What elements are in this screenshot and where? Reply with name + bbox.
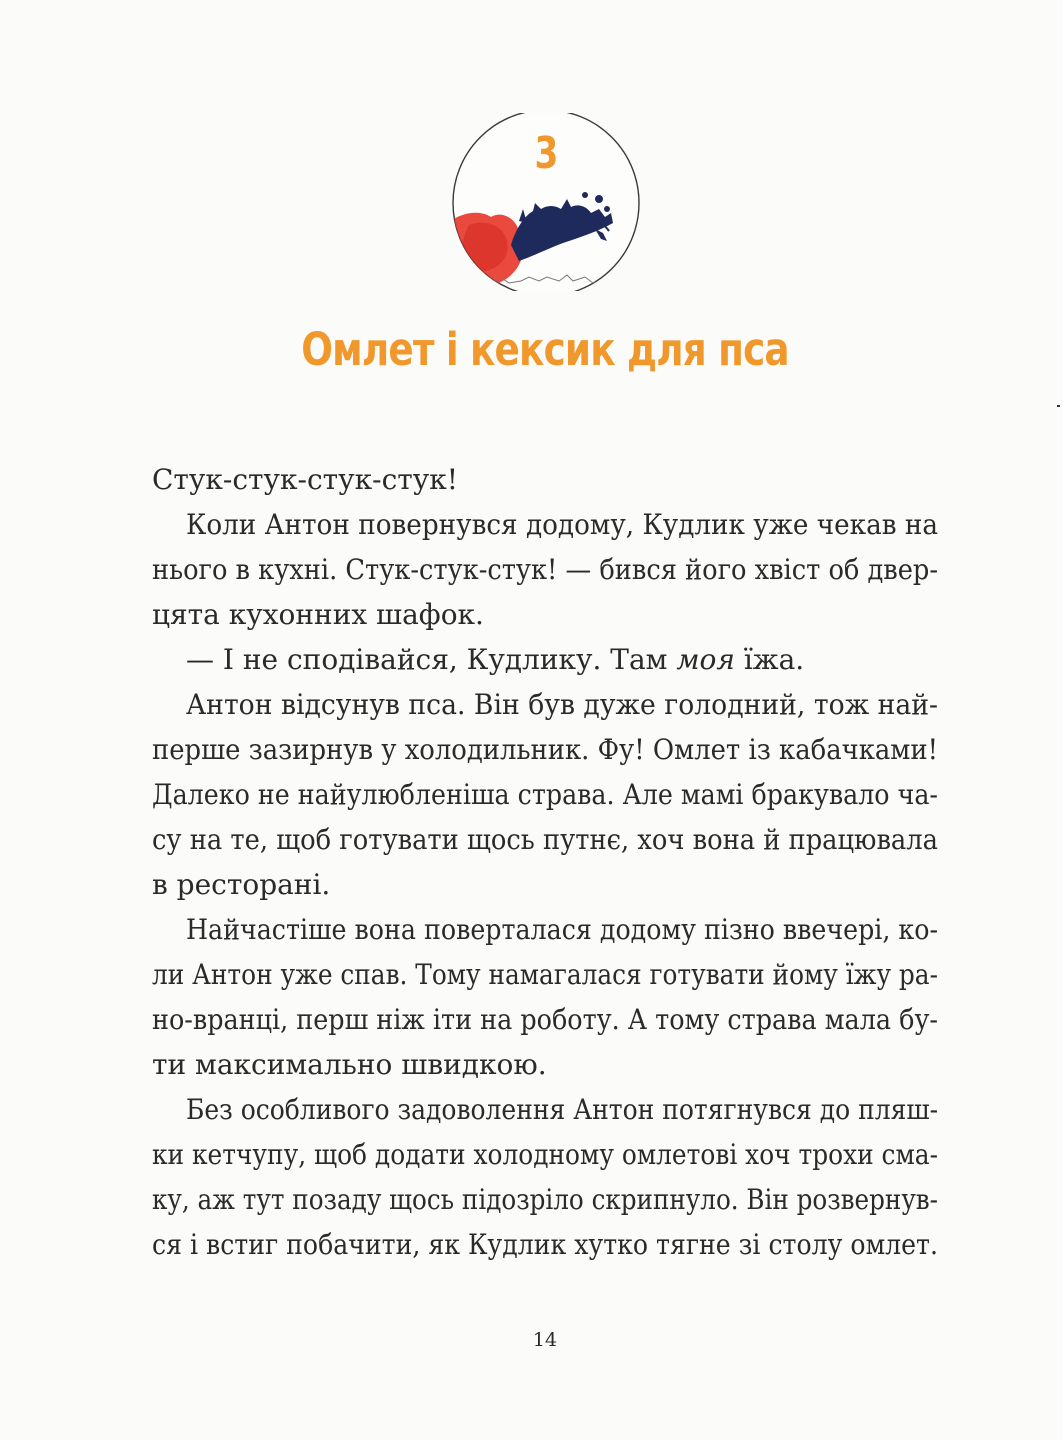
text-line: нього в кухні. Стук-стук-стук! — бився його хвіст об двер- [152,553,939,586]
text-line: ли Антон уже спав. Тому намагалася готувати йому їжу ра- [152,958,938,991]
text-line: ти максимально швидкою. [152,1048,547,1081]
text-line: ку, аж тут позаду щось підозріло скрипнуло. Він розвернув- [152,1183,938,1216]
text-line: но-вранці, перш ніж іти на роботу. А тому страва мала бу- [152,1003,939,1036]
margin-mark [1057,405,1060,407]
text-line: в ресторані. [152,868,331,901]
text-line: цята кухонних шафок. [152,598,484,631]
dialogue-text: — І не сподівайся, Кудлику. Там [186,643,677,676]
text-line: ся і встиг побачити, як Кудлик хутко тягне зі столу омлет. [152,1228,938,1261]
text-line: су на те, щоб готувати щось путнє, хоч вона й працювала [152,823,938,856]
chapter-title: Омлет і кексик для пса [301,323,789,376]
text-line: Без особливого задоволення Антон потягнувся до пляш- [186,1093,939,1126]
text-line: Найчастіше вона поверталася додому пізно ввечері, ко- [186,913,939,946]
emphasized-word: моя [676,643,735,676]
page-number: 14 [532,1329,558,1351]
text-line [152,637,938,682]
chapter-number: 3 [534,128,558,179]
text-line: Антон відсунув пса. Він був дуже голодний, тож най- [186,688,939,721]
text-line: Стук-стук-стук-стук! [152,463,458,496]
dialogue-text: їжа. [734,643,805,676]
text-line: перше зазирнув у холодильник. Фу! Омлет із кабачками! [152,733,939,766]
chapter-body [152,457,938,1267]
text-line: Коли Антон повернувся додому, Кудлик уже чекав на [186,508,939,541]
text-line: ки кетчупу, щоб додати холодному омлетові хоч трохи сма- [152,1138,939,1171]
text-line: Далеко не найулюбленіша страва. Але мамі бракувало ча- [152,778,938,811]
